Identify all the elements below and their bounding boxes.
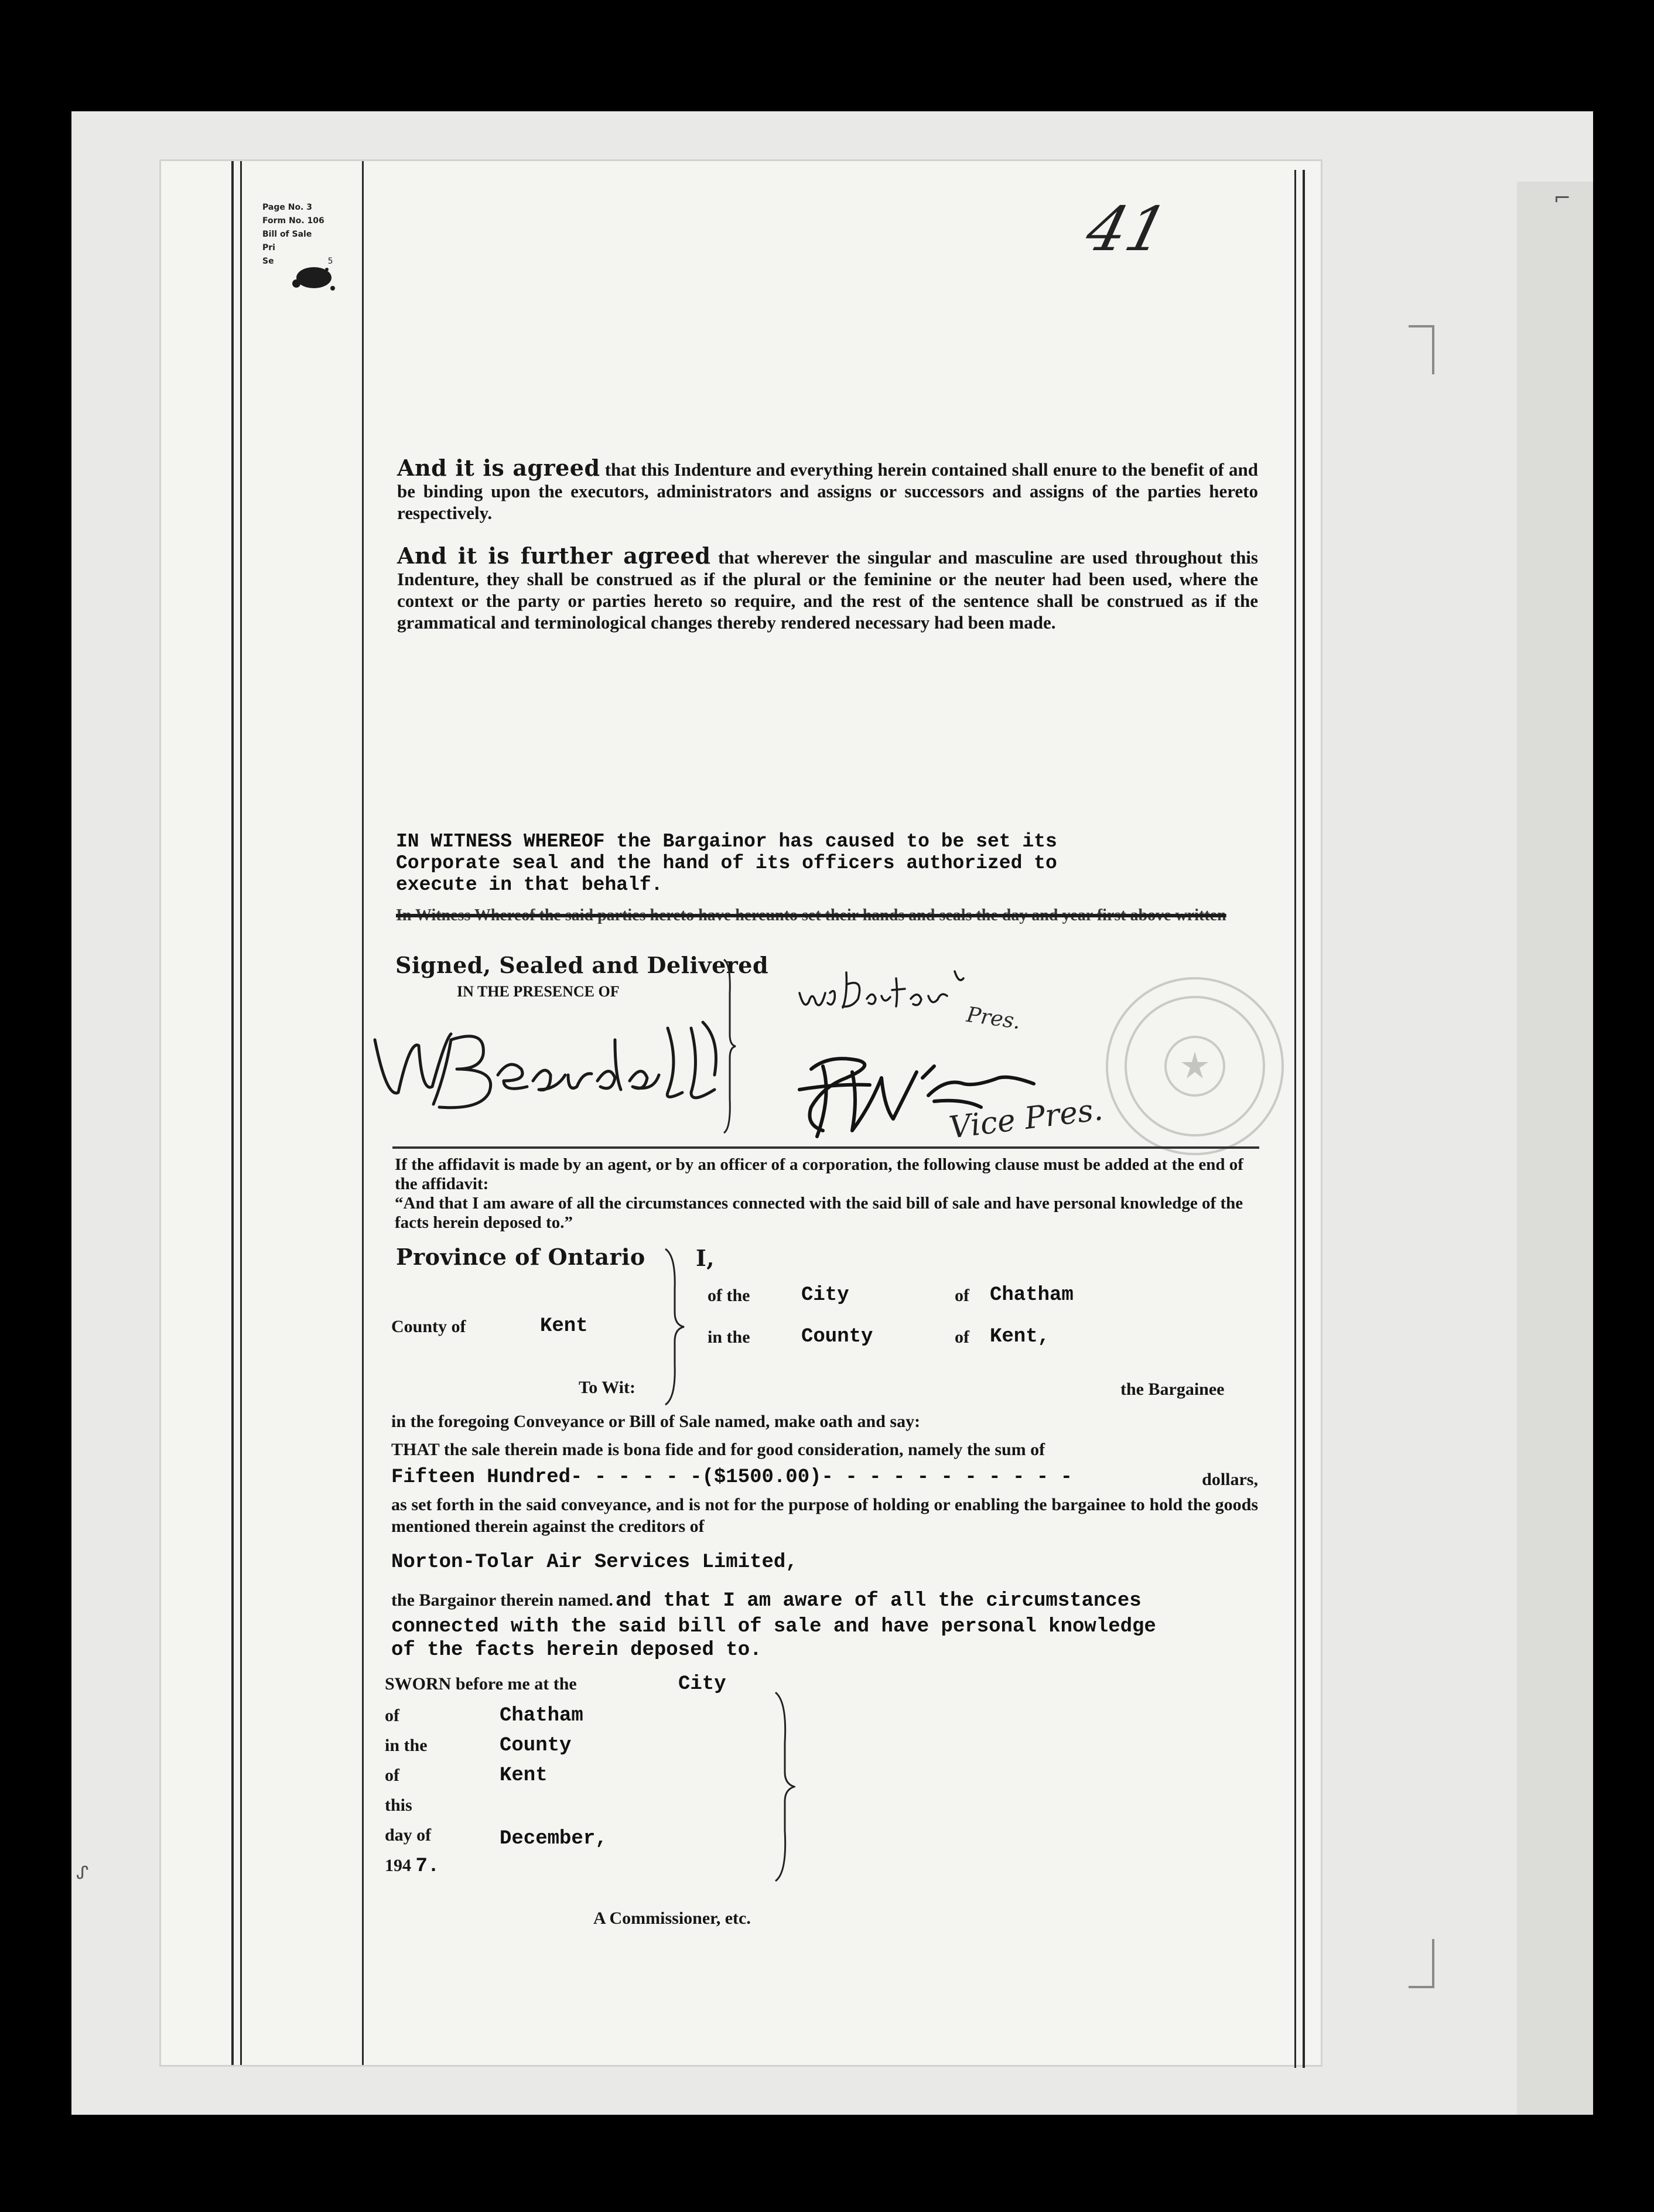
bargainor-statement — [391, 1589, 1281, 1662]
jurat-of-label: of — [385, 1706, 399, 1725]
dollars-label: dollars, — [1202, 1470, 1258, 1489]
to-wit-label: To Wit: — [579, 1378, 635, 1397]
ink-blot-icon — [286, 262, 339, 296]
handwritten-page-number: 41 — [1079, 193, 1175, 265]
frame-marker-top — [1409, 325, 1434, 374]
affidavit-note-text: If the affidavit is made by an agent, or by an officer of a corporation, the following clause must be added at the end of the affidavit: — [395, 1155, 1243, 1193]
amount-line — [391, 1466, 1258, 1492]
jurat-day-label: day of — [385, 1825, 432, 1845]
jurat-chatham-value: Chatham — [500, 1705, 583, 1727]
in-the-label: in the — [708, 1327, 750, 1347]
affidavit-note-quote: “And that I am aware of all the circumstances connected with the said bill of sale and have personal knowledge of the facts herein deposed to.” — [395, 1194, 1243, 1232]
affidavit-agent-note — [395, 1155, 1262, 1233]
oath-line: in the foregoing Conveyance or Bill of Sale named, make oath and say: — [391, 1412, 921, 1431]
in-presence-of-label: IN THE PRESENCE OF — [457, 983, 620, 1000]
film-edge-mark: ⌐ — [1553, 186, 1571, 210]
bargainor-typed-3: of the facts herein deposed to. — [391, 1639, 762, 1661]
corporate-seal-icon — [1086, 970, 1303, 1163]
form-line-4: Pri — [262, 243, 275, 252]
witness-signature-icon — [363, 1005, 738, 1128]
agreed-clause-lead: And it is agreed — [397, 455, 600, 481]
further-agreed-clause-lead: And it is further agreed — [397, 542, 711, 569]
left-margin-rule — [240, 161, 242, 2065]
agreed-clause — [397, 457, 1258, 524]
frame-marker-bottom — [1409, 1939, 1434, 1988]
jurat-bracket-icon — [772, 1690, 795, 1883]
province-heading: Province of Ontario — [396, 1244, 645, 1270]
form-title: Bill of Sale — [262, 230, 312, 239]
form-page-no: Page No. 3 — [262, 203, 312, 212]
county-value: Kent — [540, 1315, 588, 1337]
further-agreed-clause — [397, 542, 1258, 633]
jurat-of2-label: of — [385, 1766, 399, 1785]
commissioner-label: A Commissioner, etc. — [593, 1909, 751, 1928]
bargainor-typed-1: and that I am aware of all the circumstances — [615, 1590, 1142, 1612]
jurat-year-value: 7. — [415, 1855, 440, 1878]
film-edge-mark: ᔑ — [76, 1863, 89, 1883]
jurat-kent-value: Kent — [500, 1764, 548, 1787]
sale-line: THAT the sale therein made is bona fide and for good consideration, namely the sum of — [391, 1440, 1045, 1459]
jurat-county-value: County — [500, 1735, 572, 1757]
of-label-2: of — [955, 1327, 969, 1347]
amount-value: Fifteen Hundred- - - - - -($1500.00)- - - - - - - - - - - — [391, 1466, 1072, 1489]
jurat-in-the-label: in the — [385, 1736, 428, 1755]
president-signature-icon — [794, 961, 987, 1025]
film-edge-strip — [1517, 182, 1593, 2115]
kent-value: Kent, — [990, 1326, 1050, 1348]
chatham-value: Chatham — [990, 1284, 1074, 1306]
vice-president-title: Vice Pres. — [947, 1092, 1105, 1146]
signed-sealed-delivered-title: Signed, Sealed and Delivered — [395, 952, 769, 978]
struck-out-witness-clause: In Witness Whereof the said parties hereto have hereunto set their hands and seals the day and year first above written — [396, 906, 1226, 924]
sworn-city-value: City — [678, 1673, 726, 1695]
bargainor-typed-2: connected with the said bill of sale and have personal knowledge — [391, 1616, 1156, 1638]
agreed-clause-text: that this Indenture and everything herein contained shall enure to the benefit of and be binding upon the executors, administrators and assigns or successors and assigns of the parties hereto respectively. — [397, 459, 1258, 523]
jurat-day-value: December, — [500, 1828, 607, 1850]
city-value: City — [801, 1284, 849, 1306]
of-label: of — [955, 1286, 969, 1305]
left-margin-rule — [231, 161, 234, 2065]
bargainor-company-name: Norton-Tolar Air Services Limited, — [391, 1551, 798, 1573]
of-the-label: of the — [708, 1286, 750, 1305]
sworn-label: SWORN before me at the — [385, 1674, 577, 1694]
president-title: Pres. — [965, 1002, 1023, 1035]
bargainee-label: the Bargainee — [1120, 1380, 1225, 1399]
county-word-value: County — [801, 1326, 873, 1348]
form-line-5: Se 5 — [262, 257, 333, 266]
jurat-year-label: 194 7. — [385, 1855, 440, 1878]
further-agreed-clause-text: that wherever the singular and masculine are used throughout this Indenture, they shall be construed as if the plural or the feminine or the neuter had been used, where the context or the party or parties hereto so require, and the rest of the sentence shall be construed as if the grammatical and terminological changes thereby rendered necessary had been made. — [397, 547, 1258, 633]
county-of-label: County of — [391, 1317, 466, 1336]
conveyance-text: as set forth in the said conveyance, and is not for the purpose of holding or enabling the bargainee to hold the goods mentioned therein against the creditors of — [391, 1495, 1258, 1536]
jurat-this-label: this — [385, 1795, 412, 1815]
affidavit-bracket-icon — [663, 1248, 686, 1406]
typed-witness-clause: IN WITNESS WHEREOF the Bargainor has caused to be set its Corporate seal and the hand of its officers authorized to execute in that behalf. — [396, 831, 1057, 896]
affidavit-separator — [392, 1146, 1259, 1149]
bargainor-label: the Bargainor therein named. — [391, 1590, 613, 1610]
form-identifier — [262, 201, 333, 268]
i-label: I, — [696, 1245, 715, 1271]
form-number: Form No. 106 — [262, 216, 324, 226]
